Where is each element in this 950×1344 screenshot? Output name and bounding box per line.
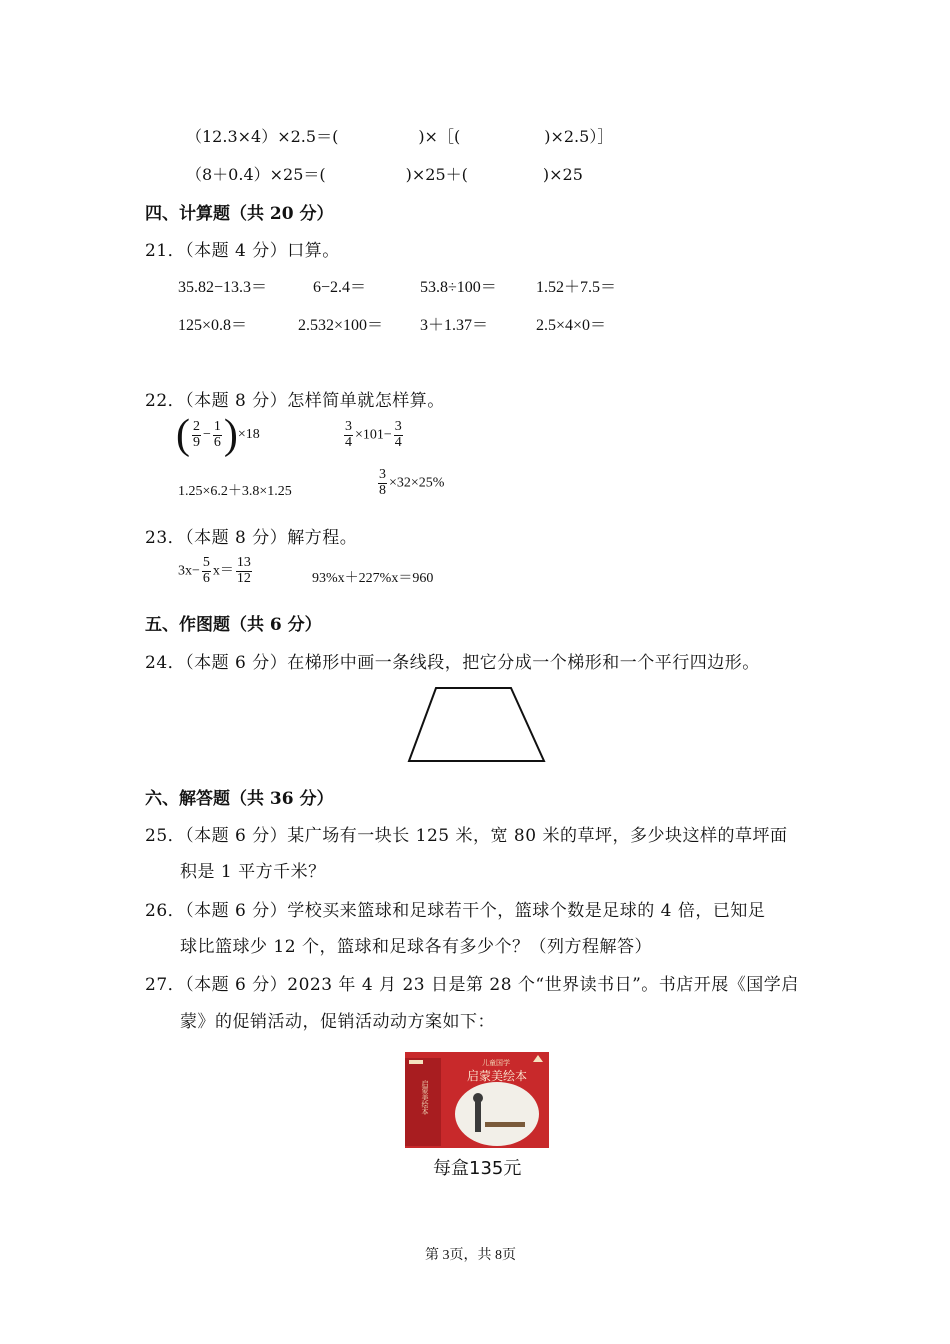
price-caption: 每盒135元 [433, 1158, 522, 1179]
spine-title: 启蒙美绘本 [421, 1080, 429, 1115]
q21-item-5: 125×0.8＝ [178, 317, 248, 334]
q22-e2-b-den: 4 [394, 434, 402, 450]
q27-line-2: 蒙》的促销活动，促销活动动方案如下： [180, 1012, 495, 1032]
q22-expr-4 [376, 468, 444, 498]
fill-line-2-part2: )×25＋( [405, 165, 468, 184]
q22-expr-2 [342, 420, 405, 450]
fill-line-2-part1: （8＋0.4）×25＝( [186, 165, 326, 184]
q24-text: 24．（本题 6 分）在梯形中画一条线段，把它分成一个梯形和一个平行四边形。 [145, 653, 760, 673]
fill-line-2-part3: )×25 [542, 165, 583, 184]
q23-eq1-b-num: 13 [236, 555, 251, 570]
desk-shape [485, 1122, 525, 1127]
fill-line-2 [186, 162, 583, 185]
page-footer: 第 3页，共 8页 [425, 1248, 516, 1263]
q22-e4-tail: ×32×25% [389, 475, 445, 491]
fill-line-1-part2: )×［( [418, 127, 461, 146]
q22-e2-b-num: 3 [394, 419, 402, 434]
fill-line-1 [186, 124, 613, 147]
fill-line-1-part1: （12.3×4）×2.5＝( [186, 127, 339, 146]
fill-line-1-part3: )×2.5）］ [544, 127, 614, 146]
q22-e1-b-num: 1 [213, 418, 221, 434]
q27-line-1: 27．（本题 6 分）2023 年 4 月 23 日是第 28 个“世界读书日”。书店开展《国学启 [145, 975, 799, 995]
q21-item-7: 3＋1.37＝ [420, 317, 489, 334]
q22-expr-3: 1.25×6.2＋3.8×1.25 [178, 484, 292, 499]
q22-e2-a-den: 4 [345, 434, 352, 450]
q23-eq1-lead: 3x− [178, 563, 200, 579]
q21-item-2: 6−2.4＝ [313, 279, 367, 296]
q22-e2-mid: ×101− [355, 427, 392, 443]
q23-eq1-mid: x＝ [212, 563, 234, 579]
q21-label: 21．（本题 4 分）口算。 [145, 241, 340, 261]
section-4-heading: 四、计算题（共 20 分） [145, 204, 334, 224]
figure-head [473, 1093, 483, 1103]
cover-art [455, 1082, 539, 1146]
box-title: 儿童国学 [482, 1059, 510, 1067]
q21-item-1: 35.82−13.3＝ [178, 279, 268, 296]
q21-item-3: 53.8÷100＝ [420, 279, 497, 296]
q21-item-4: 1.52＋7.5＝ [536, 279, 617, 296]
q26-line-2: 球比篮球少 12 个，篮球和足球各有多少个？（列方程解答） [180, 937, 652, 957]
trapezoid-shape [409, 688, 544, 761]
figure-silhouette [475, 1102, 481, 1132]
q23-eq1-a-num: 5 [202, 555, 210, 570]
q22-expr-1: ( $\frac{2}{9}$ − $\frac{1}{6}$ )×18 [176, 412, 260, 458]
q23-eq-2: 93%x＋227%x＝960 [312, 571, 434, 586]
box-main-title: 启蒙美绘本 [467, 1069, 528, 1083]
section-6-heading: 六、解答题（共 36 分） [145, 789, 334, 809]
q22-e1-tail: ×18 [237, 427, 260, 443]
q22-e2-a-num: 3 [345, 419, 352, 434]
q23-eq1-a-den: 6 [202, 570, 210, 586]
book-box-image [405, 1052, 549, 1148]
q26-line-1: 26．（本题 6 分）学校买来篮球和足球若干个，篮球个数是足球的 4 倍，已知足 [145, 901, 766, 921]
q23-eq-1 [178, 556, 254, 586]
q22-e1-b-den: 6 [213, 434, 221, 450]
q22-label: 22．（本题 8 分）怎样简单就怎样算。 [145, 391, 445, 411]
q21-item-6: 2.532×100＝ [298, 317, 384, 334]
section-5-heading: 五、作图题（共 6 分） [145, 615, 322, 635]
q25-line-2: 积是 1 平方千米？ [180, 862, 326, 882]
q22-e4-num: 3 [379, 467, 386, 482]
q23-label: 23．（本题 8 分）解方程。 [145, 528, 358, 548]
q25-line-1: 25．（本题 6 分）某广场有一块长 125 米，宽 80 米的草坪，多少块这样的草坪面 [145, 826, 788, 846]
q22-e1-a-num: 2 [193, 418, 200, 434]
q22-e1-op: − [203, 427, 211, 443]
trapezoid-figure [400, 682, 555, 768]
q22-e1-a-den: 9 [193, 434, 200, 450]
q22-e4-den: 8 [379, 482, 386, 498]
q21-item-8: 2.5×4×0＝ [536, 317, 607, 334]
q23-eq1-b-den: 12 [236, 570, 251, 586]
spine-tag [409, 1060, 423, 1064]
